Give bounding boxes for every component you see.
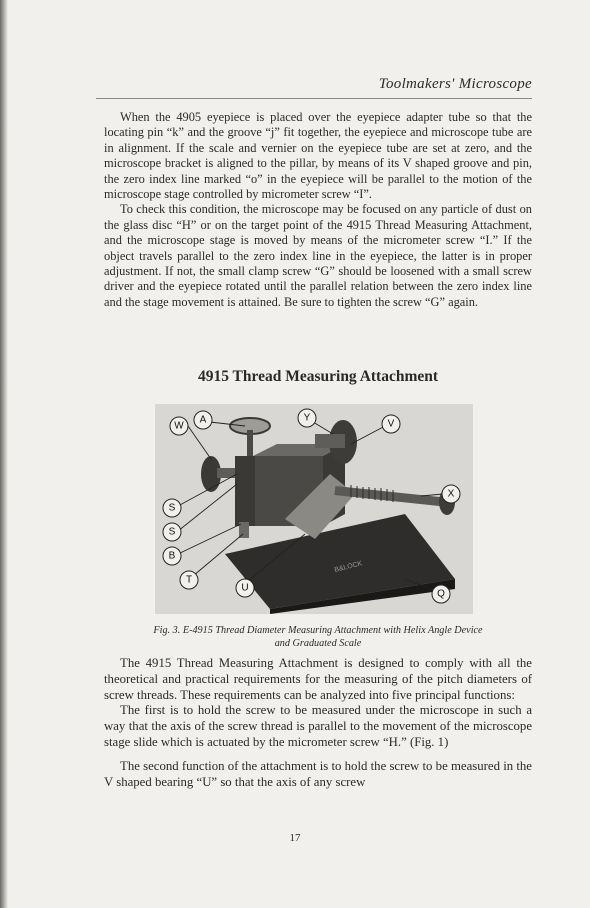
callout-b [163,547,181,565]
paragraph: The first is to hold the screw to be measured under the microscope in such a way that the axis of the screw thread is parallel to the movement of the microscope stage slide which is actuated by the micrometer screw “H.” (Fig. 1) [104,703,532,749]
callout-w [170,417,188,435]
callout-v [382,415,400,433]
svg-text:B: B [168,550,176,562]
paragraph: To check this condition, the microscope may be focused on any particle of dust on the glass disc “H” or on the target point of the 4915 Thread Measuring Attachment, and the microscope stage is moved by means of the micrometer screw “I.” If the object travels parallel to the zero index line in the eyepiece, the latter is in proper adjustment. If not, the small clamp screw “G” should be loosened with a small screw driver and the eyepiece rotated until the parallel relation between the zero index line and the stage movement is attained. Be sure to tighten the screw “G” again. [104,202,532,309]
svg-text:Q: Q [437,588,445,600]
header-rule [96,98,532,99]
svg-text:S: S [168,526,176,538]
page-number: 17 [289,832,301,844]
section-title: 4915 Thread Measuring Attachment [197,368,439,385]
callout-s-upper [163,499,181,517]
paragraph: The 4915 Thread Measuring Attachment is designed to comply with all the theoretical and practical requirements for the measuring of the pitch diameters of screw threads. These requirements can be analyzed into five principal functions: [104,656,532,702]
svg-text:X: X [447,488,455,500]
callout-u [236,579,254,597]
callout-x [442,485,460,503]
figure-caption [104,624,532,650]
callout-t [180,571,198,589]
caption-line: Fig. 3. E-4915 Thread Diameter Measuring Attachment with Helix Angle Device [153,625,483,636]
svg-text:W: W [174,420,184,432]
callout-a [194,411,212,429]
figure-photo [155,404,473,614]
body-text-block [104,656,532,790]
svg-text:U: U [241,582,249,594]
page-binding-edge [0,0,8,908]
svg-text:S: S [168,502,176,514]
callout-q [432,585,450,603]
attachment-illustration [155,404,473,614]
intro-text-block [104,110,532,310]
caption-line: and Graduated Scale [274,638,362,649]
callout-s-lower [163,523,181,541]
base-text: B&LOCK [333,560,364,574]
svg-text:Y: Y [303,412,311,424]
svg-text:T: T [185,574,193,586]
paragraph: The second function of the attachment is to hold the screw to be measured in the V shaped bearing “U” so that the axis of any screw [104,758,532,789]
running-header: Toolmakers' Microscope [378,76,532,92]
svg-text:V: V [387,418,395,430]
svg-text:A: A [199,414,207,426]
callout-y [298,409,316,427]
paragraph: When the 4905 eyepiece is placed over the eyepiece adapter tube so that the locating pin “k” and the groove “j” fit together, the eyepiece and microscope tube are in alignment. If the scale and vernier on the eyepiece tube are set at zero, and the microscope bracket is aligned to the pillar, by means of its V shaped groove and pin, the zero index line marked “o” in the eyepiece will be parallel to the motion of the microscope stage controlled by micrometer screw “I”. [104,110,532,202]
